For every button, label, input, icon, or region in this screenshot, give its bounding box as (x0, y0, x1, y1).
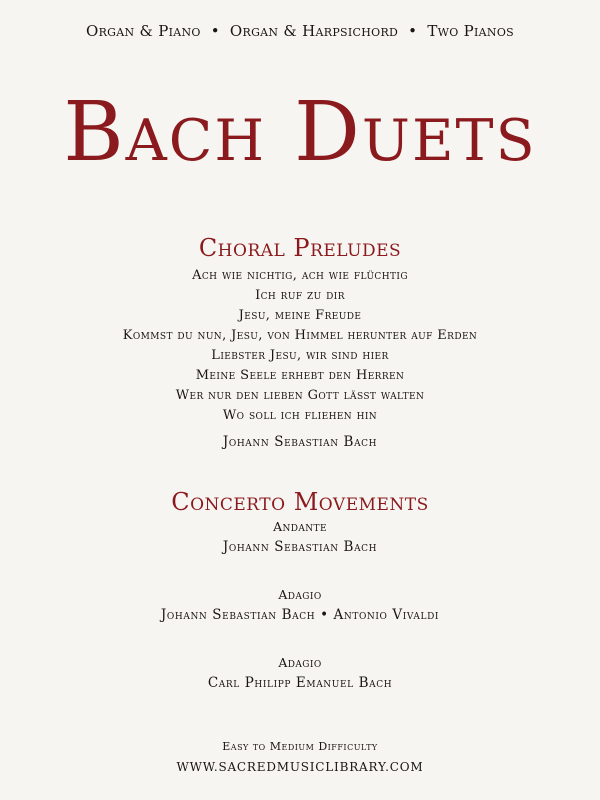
piece-title: Kommst du nun, Jesu, von Himmel herunter auf Erden (122, 328, 478, 343)
composer-name: Johann Sebastian Bach (222, 434, 378, 450)
piece-title: Jesu, meine Freude (238, 308, 362, 323)
piece-title: Meine Seele erhebt den Herren (195, 368, 405, 383)
piece-title: Wer nur den lieben Gott lässt walten (175, 388, 425, 403)
difficulty-label: Easy to Medium Difficulty (222, 740, 378, 753)
edition-two-pianos: Two Pianos (427, 22, 514, 40)
piece-title: Ach wie nichtig, ach wie flüchtig (192, 268, 408, 283)
movement-title: Adagio (278, 655, 322, 670)
movement-item (0, 518, 600, 558)
movement-item (0, 654, 600, 694)
chorale-preludes-section (0, 236, 600, 450)
separator-bullet: • (210, 22, 220, 40)
composer-name: Johann Sebastian Bach • Antonio Vivaldi (160, 607, 440, 623)
piece-title: Wo soll ich fliehen hin (222, 408, 378, 423)
edition-organ-harpsichord: Organ & Harpsichord (229, 22, 399, 40)
section-heading-chorale-preludes: Choral Preludes (198, 234, 402, 262)
separator-bullet: • (408, 22, 418, 40)
footer (0, 738, 600, 778)
movement-title: Adagio (278, 587, 322, 602)
main-title: Bach Duets (63, 85, 537, 180)
piece-title: Liebster Jesu, wir sind hier (211, 348, 389, 363)
movement-item (0, 586, 600, 626)
concerto-movements-section (0, 490, 600, 694)
website-url: WWW.SACREDMUSICLIBRARY.COM (176, 760, 424, 774)
edition-organ-piano: Organ & Piano (86, 22, 201, 40)
editions-bar (0, 22, 600, 40)
composer-name: Carl Philipp Emanuel Bach (207, 675, 393, 691)
composer-name: Johann Sebastian Bach (222, 539, 378, 555)
section-heading-concerto-movements: Concerto Movements (171, 488, 429, 516)
piece-title: Ich ruf zu dir (255, 288, 345, 303)
movement-title: Andante (273, 519, 327, 534)
